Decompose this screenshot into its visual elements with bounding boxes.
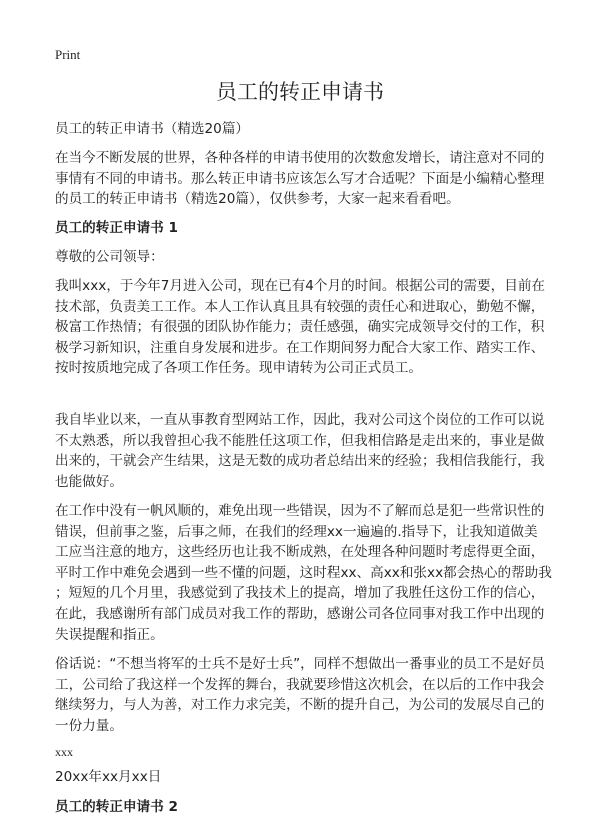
text-line: 俗话说：“不想当将军的士兵不是好士兵”，同样不想做出一番事业的员工不是好员 — [55, 656, 545, 672]
text-line: 事情有不同的申请书。那么转正申请书应该怎么写才合适呢？下面是小编精心整理 — [55, 170, 545, 187]
paragraph-1 — [55, 276, 575, 379]
text-line: 出来的，干就会产生结果，这是无数的成功者总结出来的经验；我相信我能行，我 — [55, 453, 545, 470]
text-line: 一份力量。 — [55, 717, 123, 734]
subtitle: 员工的转正申请书（精选20篇） — [55, 121, 250, 137]
text-line: 失误提醒和指正。 — [55, 626, 164, 643]
text-line: 技术部，负责美工工作。本人工作认真且具有较强的责任心和进取心，勤勉不懈， — [55, 298, 545, 315]
paragraph-4 — [55, 654, 575, 736]
text-line: 平时工作中难免会遇到一些不懂的问题，这时程xx、高xx和张xx都会热心的帮助我 — [55, 564, 552, 581]
text-line: 在工作中没有一帆风顺的，难免出现一些错误，因为不了解而总是犯一些常识性的 — [55, 503, 545, 519]
paragraph-3 — [55, 501, 575, 645]
text-line: 工，公司给了我这样一个发挥的舞台，我就要珍惜这次机会，在以后的工作中我会 — [55, 676, 545, 693]
section-heading-1: 员工的转正申请书 1 — [55, 220, 178, 236]
text-line: 按时按质地完成了各项工作任务。现申请转为公司正式员工。 — [55, 360, 423, 377]
text-line: 极富工作热情；有很强的团队协作能力；责任感强，确实完成领导交付的工作，积 — [55, 319, 545, 336]
text-line: 极学习新知识，注重自身发展和进步。在工作期间努力配合大家工作、踏实工作、 — [55, 339, 545, 356]
text-line: 在当今不断发展的世界，各种各样的申请书使用的次数愈发增长，请注意对不同的 — [55, 150, 545, 166]
date: 20xx年xx月xx日 — [55, 769, 162, 785]
text-line: 我自毕业以来，一直从事教育型网站工作，因此，我对公司这个岗位的工作可以说 — [55, 412, 545, 428]
text-line: 我叫xxx，于今年7月进入公司，现在已有4个月的时间。根据公司的需要，目前在 — [55, 278, 546, 294]
text-line: 工应当注意的地方，这些经历也让我不断成熟，在处理各种问题时考虑得更全面， — [55, 544, 545, 561]
paragraph-2 — [55, 410, 575, 492]
salutation: 尊敬的公司领导： — [55, 249, 164, 265]
text-line: 在此，我感谢所有部门成员对我工作的帮助，感谢公司各位同事对我工作中出现的 — [55, 605, 545, 622]
text-line: ；短短的几个月里，我感觉到了我技术上的提高，增加了我胜任这份工作的信心， — [55, 585, 545, 602]
page-title: 员工的转正申请书 — [216, 80, 384, 104]
text-line: 错误，但前事之鉴，后事之师，在我们的经理xx一遍遍的.指导下，让我知道做美 — [55, 523, 538, 540]
text-line: 也能做好。 — [55, 473, 123, 490]
intro-paragraph — [55, 148, 575, 210]
signature: xxx — [55, 745, 73, 759]
text-line: 的员工的转正申请书（精选20篇），仅供参考，大家一起来看看吧。 — [55, 191, 460, 208]
text-line: 不太熟悉，所以我曾担心我不能胜任这项工作，但我相信路是走出来的，事业是做 — [55, 432, 545, 449]
section-heading-2: 员工的转正申请书 2 — [55, 799, 178, 815]
text-line: 继续努力，与人为善，对工作力求完美，不断的提升自己，为公司的发展尽自己的 — [55, 697, 545, 714]
print-link[interactable]: Print — [55, 47, 81, 62]
